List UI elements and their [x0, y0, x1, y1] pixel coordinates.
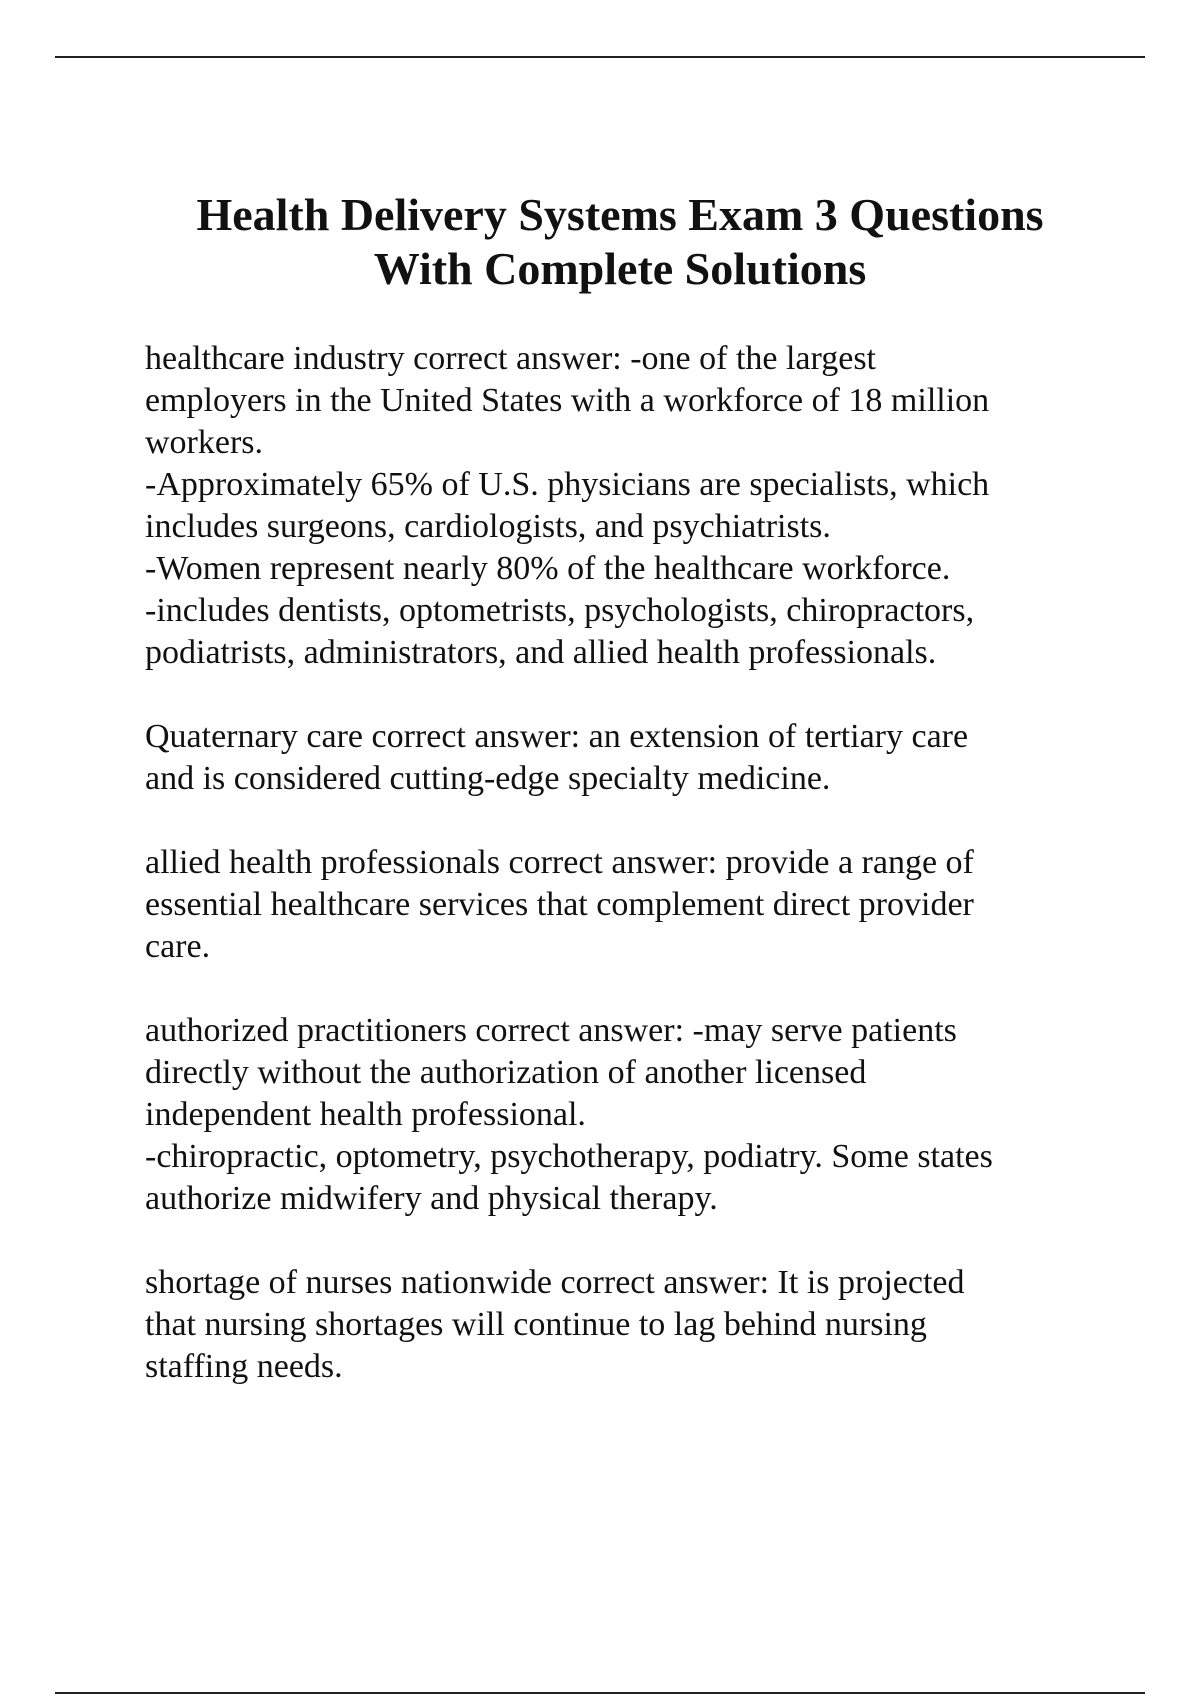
- text-line: authorized practitioners correct answer: -may serve patients: [145, 1012, 957, 1049]
- text-line: essential healthcare services that complement direct provider: [145, 886, 974, 923]
- title-line: Health Delivery Systems Exam 3 Questions: [196, 189, 1044, 240]
- qa-entry-healthcare-industry: [145, 338, 1085, 674]
- text-line: that nursing shortages will continue to lag behind nursing: [145, 1306, 927, 1343]
- title-line: With Complete Solutions: [373, 243, 867, 294]
- qa-list: [145, 338, 1085, 1430]
- qa-entry-allied-health: [145, 842, 1085, 968]
- text-line: -Approximately 65% of U.S. physicians are specialists, which: [145, 466, 990, 503]
- text-line: shortage of nurses nationwide correct answer: It is projected: [145, 1264, 965, 1301]
- text-line: healthcare industry correct answer: -one of the largest: [145, 340, 876, 377]
- text-line: includes surgeons, cardiologists, and psychiatrists.: [145, 508, 831, 545]
- text-line: -chiropractic, optometry, psychotherapy, podiatry. Some states: [145, 1138, 993, 1175]
- top-rule: [55, 56, 1145, 58]
- text-line: staffing needs.: [145, 1348, 343, 1385]
- text-line: and is considered cutting-edge specialty medicine.: [145, 760, 831, 797]
- bottom-rule: [55, 1692, 1145, 1694]
- text-line: -includes dentists, optometrists, psychologists, chiropractors,: [145, 592, 975, 629]
- text-line: allied health professionals correct answer: provide a range of: [145, 844, 974, 881]
- text-line: authorize midwifery and physical therapy.: [145, 1180, 718, 1217]
- text-line: workers.: [145, 424, 264, 461]
- text-line: employers in the United States with a workforce of 18 million: [145, 382, 990, 419]
- text-line: Quaternary care correct answer: an extension of tertiary care: [145, 718, 969, 755]
- document-title: [110, 188, 1130, 296]
- text-line: -Women represent nearly 80% of the healthcare workforce.: [145, 550, 951, 587]
- qa-entry-quaternary-care: [145, 716, 1085, 800]
- text-line: directly without the authorization of another licensed: [145, 1054, 867, 1091]
- qa-entry-authorized-practitioners: [145, 1010, 1085, 1220]
- text-line: care.: [145, 928, 211, 965]
- qa-entry-nurse-shortage: [145, 1262, 1085, 1388]
- text-line: podiatrists, administrators, and allied health professionals.: [145, 634, 937, 671]
- text-line: independent health professional.: [145, 1096, 586, 1133]
